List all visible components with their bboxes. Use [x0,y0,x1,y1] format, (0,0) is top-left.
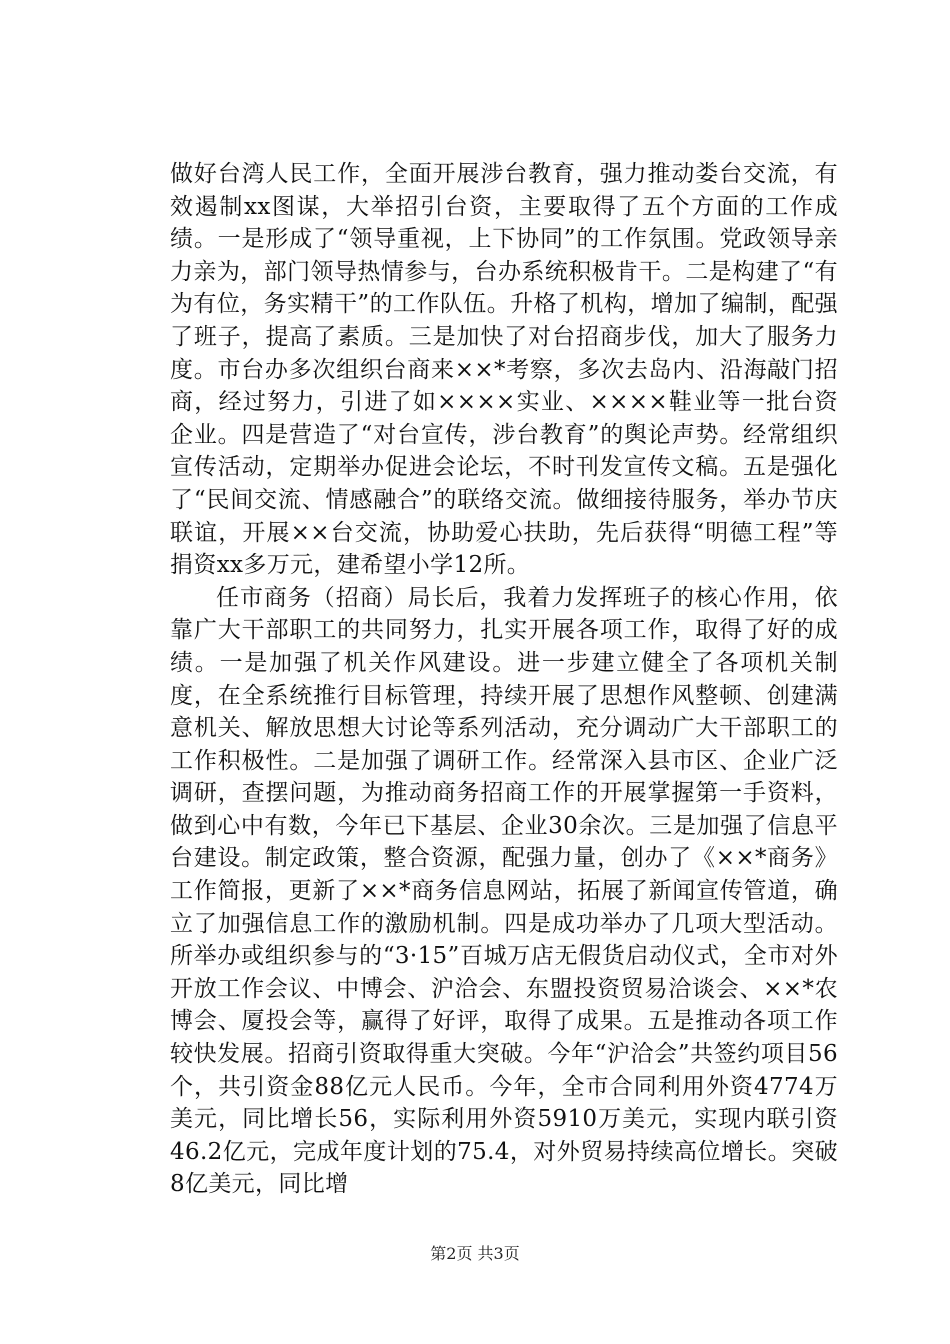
page-number-footer: 第2页 共3页 [430,1244,520,1263]
body-text [170,158,838,1201]
paragraph-2: 任市商务（招商）局长后，我着力发挥班子的核心作用，依靠广大干部职工的共同努力，扎实开展各项工作，取得了好的成绩。一是加强了机关作风建设。进一步建立健全了各项机关制度，在全系统推行目标管理，持续开展了思想作风整顿、创建满意机关、解放思想大讨论等系列活动，充分调动广大干部职工的工作积极性。二是加强了调研工作。经常深入县市区、企业广泛调研，查摆问题，为推动商务招商工作的开展掌握第一手资料，做到心中有数，今年已下基层、企业30余次。三是加强了信息平台建设。制定政策，整合资源，配强力量，创办了《××*商务》工作简报，更新了××*商务信息网站，拓展了新闻宣传管道，确立了加强信息工作的激励机制。四是成功举办了几项大型活动。所举办或组织参与的“3·15”百城万店无假货启动仪式，全市对外开放工作会议、中博会、沪洽会、东盟投资贸易洽谈会、××*农博会、厦投会等，赢得了好评，取得了成果。五是推动各项工作较快发展。招商引资取得重大突破。今年“沪洽会”共签约项目56个，共引资金88亿元人民币。今年，全市合同利用外资4774万美元，同比增长56，实际利用外资5910万美元，实现内联引资46.2亿元，完成年度计划的75.4，对外贸易持续高位增长。突破8亿美元，同比增 [170,584,838,1198]
paragraph-1: 做好台湾人民工作，全面开展涉台教育，强力推动娄台交流，有效遏制xx图谋，大举招引台资，主要取得了五个方面的工作成绩。一是形成了“领导重视，上下协同”的工作氛围。党政领导亲力亲为，部门领导热情参与，台办系统积极肯干。二是构建了“有为有位，务实精干”的工作队伍。升格了机构，增加了编制，配强了班子，提高了素质。三是加快了对台招商步伐，加大了服务力度。市台办多次组织台商来××*考察，多次去岛内、沿海敲门招商，经过努力，引进了如××××实业、××××鞋业等一批台资企业。四是营造了“对台宣传，涉台教育”的舆论声势。经常组织宣传活动，定期举办促进会论坛，不时刊发宣传文稿。五是强化了“民间交流、情感融合”的联络交流。做细接待服务，举办节庆联谊，开展××台交流，协助爱心扶助，先后获得“明德工程”等捐资xx多万元，建希望小学12所。 [170,161,838,579]
